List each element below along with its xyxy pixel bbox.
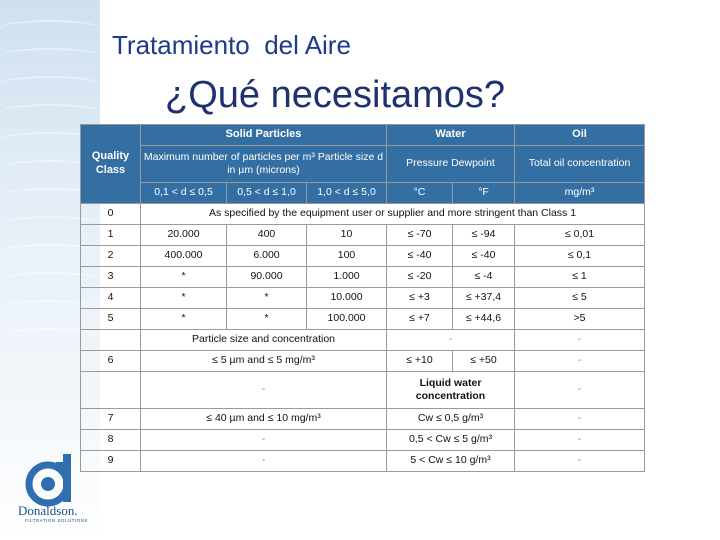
table-cell: - xyxy=(141,372,387,409)
table-cell: ≤ +37,4 xyxy=(453,288,515,309)
table-cell: * xyxy=(141,267,227,288)
class-cell: 4 xyxy=(81,288,141,309)
class-cell: 9 xyxy=(81,451,141,472)
table-row xyxy=(81,309,645,330)
size-range-header: 0,5 < d ≤ 1,0 xyxy=(227,183,307,204)
quality-class-header: Quality Class xyxy=(81,125,141,204)
table-cell: - xyxy=(515,351,645,372)
table-cell: ≤ +50 xyxy=(453,351,515,372)
sidebar-swirl xyxy=(0,20,100,36)
table-cell: ≤ -40 xyxy=(387,246,453,267)
class-cell: 1 xyxy=(81,225,141,246)
total-oil-header: Total oil concentration xyxy=(515,146,645,183)
slide-title: Tratamiento del Aire xyxy=(112,30,351,60)
logo-wordmark: Donaldson. xyxy=(18,503,78,518)
table-cell: 100.000 xyxy=(307,309,387,330)
table-cell: - xyxy=(141,430,387,451)
table-cell: 5 < Cw ≤ 10 g/m³ xyxy=(387,451,515,472)
class-cell: 6 xyxy=(81,351,141,372)
table-cell: - xyxy=(515,430,645,451)
table-cell: ≤ -70 xyxy=(387,225,453,246)
table-cell: * xyxy=(227,288,307,309)
table-cell: ≤ -40 xyxy=(453,246,515,267)
table-cell: - xyxy=(387,330,515,351)
table-cell: 6.000 xyxy=(227,246,307,267)
class-cell: 2 xyxy=(81,246,141,267)
table-cell: ≤ -4 xyxy=(453,267,515,288)
table-cell: - xyxy=(515,451,645,472)
table-cell: ≤ +3 xyxy=(387,288,453,309)
table-cell: ≤ 1 xyxy=(515,267,645,288)
table-cell: * xyxy=(227,309,307,330)
solid-particles-header: Solid Particles xyxy=(141,125,387,146)
table-cell: 400 xyxy=(227,225,307,246)
sidebar-swirl xyxy=(0,76,100,92)
air-quality-classes-table xyxy=(80,124,645,472)
table-cell: ≤ 40 µm and ≤ 10 mg/m³ xyxy=(141,409,387,430)
table-row xyxy=(81,225,645,246)
table-row xyxy=(81,451,645,472)
table-row xyxy=(81,330,645,351)
sidebar-swirl xyxy=(0,48,100,64)
table-cell: 0,5 < Cw ≤ 5 g/m³ xyxy=(387,430,515,451)
table-cell: - xyxy=(141,451,387,472)
fahrenheit-header: °F xyxy=(453,183,515,204)
pressure-dewpoint-header: Pressure Dewpoint xyxy=(387,146,515,183)
liquid-water-concentration-label: Liquid water concentration xyxy=(387,372,515,409)
water-header: Water xyxy=(387,125,515,146)
class-cell: 5 xyxy=(81,309,141,330)
table-cell: ≤ 5 xyxy=(515,288,645,309)
table-cell: Cw ≤ 0,5 g/m³ xyxy=(387,409,515,430)
table-cell: 1.000 xyxy=(307,267,387,288)
table-row xyxy=(81,288,645,309)
table-row xyxy=(81,267,645,288)
table-cell: ≤ -94 xyxy=(453,225,515,246)
table-cell: - xyxy=(515,372,645,409)
class-cell xyxy=(81,330,141,351)
table-cell: ≤ +10 xyxy=(387,351,453,372)
table-cell: 400.000 xyxy=(141,246,227,267)
class-cell xyxy=(81,372,141,409)
table-cell: 10 xyxy=(307,225,387,246)
slide-subtitle: ¿Qué necesitamos? xyxy=(165,74,506,116)
table-row xyxy=(81,372,645,409)
table-cell: - xyxy=(515,330,645,351)
oil-header: Oil xyxy=(515,125,645,146)
class-cell: 8 xyxy=(81,430,141,451)
celsius-header: °C xyxy=(387,183,453,204)
table-cell: ≤ +44,6 xyxy=(453,309,515,330)
table-row xyxy=(81,409,645,430)
table-cell: 10.000 xyxy=(307,288,387,309)
size-range-header: 0,1 < d ≤ 0,5 xyxy=(141,183,227,204)
table-row xyxy=(81,246,645,267)
table-cell: ≤ 5 µm and ≤ 5 mg/m³ xyxy=(141,351,387,372)
class-cell: 7 xyxy=(81,409,141,430)
class0-note: As specified by the equipment user or supplier and more stringent than Class 1 xyxy=(141,204,645,225)
table-cell: * xyxy=(141,288,227,309)
table-cell: ≤ 0,1 xyxy=(515,246,645,267)
solid-particles-description: Maximum number of particles per m³ Particle size d in µm (microns) xyxy=(141,146,387,183)
table-cell: ≤ +7 xyxy=(387,309,453,330)
table-row xyxy=(81,204,645,225)
particle-size-concentration-label: Particle size and concentration xyxy=(141,330,387,351)
table-row xyxy=(81,351,645,372)
table-cell: 100 xyxy=(307,246,387,267)
class-cell: 0 xyxy=(81,204,141,225)
class-cell: 3 xyxy=(81,267,141,288)
size-range-header: 1,0 < d ≤ 5,0 xyxy=(307,183,387,204)
table-cell: ≤ -20 xyxy=(387,267,453,288)
sidebar-swirl xyxy=(0,104,100,120)
logo-tagline: FILTRATION SOLUTIONS xyxy=(25,518,88,523)
table-cell: ≤ 0,01 xyxy=(515,225,645,246)
table-cell: - xyxy=(515,409,645,430)
table-row xyxy=(81,430,645,451)
table-cell: >5 xyxy=(515,309,645,330)
table-cell: 20.000 xyxy=(141,225,227,246)
table-cell: 90.000 xyxy=(227,267,307,288)
table-cell: * xyxy=(141,309,227,330)
oil-unit-header: mg/m³ xyxy=(515,183,645,204)
